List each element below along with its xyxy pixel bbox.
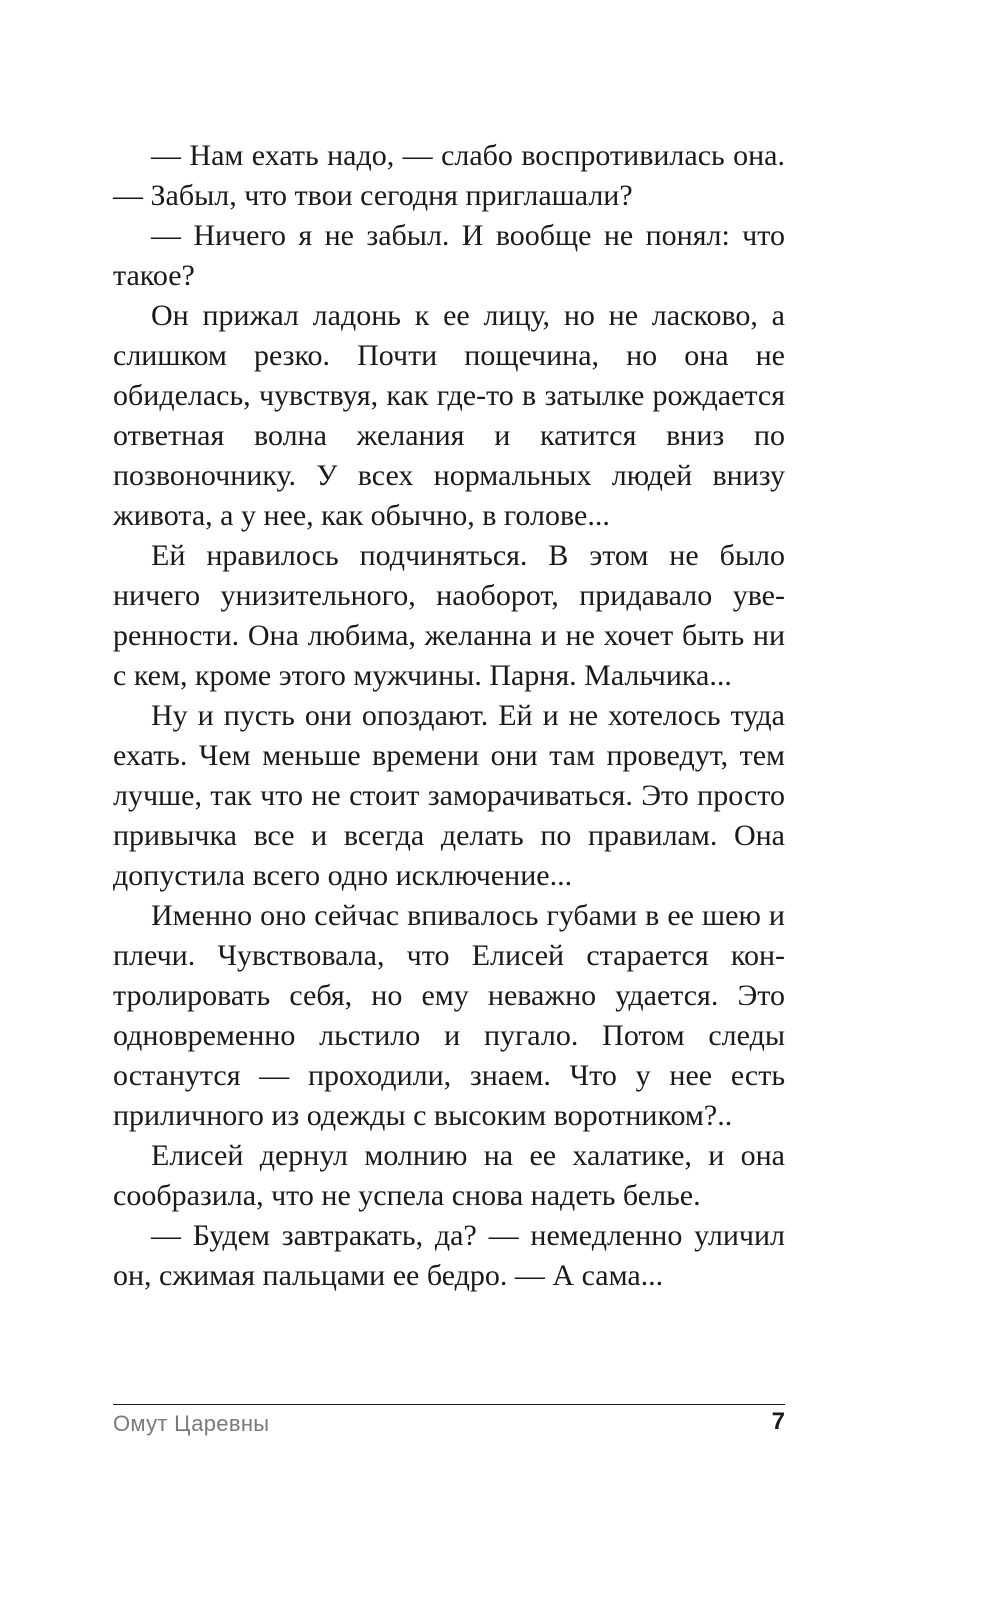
page-number: 7 xyxy=(771,1408,785,1435)
paragraph-8: — Будем завтракать, да? — немедленно уличил он, сжимая пальцами ее бедро. — А сама... xyxy=(113,1219,785,1292)
paragraph-3: Он прижал ладонь к ее лицу, но не ласково, а слишком резко. Почти пощечина, но она не обиделась, чувствуя, как где-то в затылке рождается ответная волна желания и катится вниз по позвоночнику. У всех нормальных людей внизу живота, а у нее, как обычно, в голове... xyxy=(113,299,785,532)
running-footer-title: Омут Царевны xyxy=(113,1411,270,1436)
paragraph-2: — Ничего я не забыл. И вообще не понял: что такое? xyxy=(113,219,785,292)
paragraph-7: Елисей дернул молнию на ее халатике, и она сообразила, что не успела снова надеть белье. xyxy=(113,1139,785,1212)
paragraph-6: Именно оно сейчас впивалось губами в ее шею и плечи. Чувствовала, что Елисей старается контролировать себя, но ему неважно удается. Это одновременно льстило и пугало. Потом следы останутся — проходили, знаем. Что у нее есть приличного из одежды с высоким воротником?.. xyxy=(113,899,785,1132)
body-text xyxy=(113,136,785,1296)
paragraph-1: — Нам ехать надо, — слабо воспротивилась она. — Забыл, что твои сегодня приглашали? xyxy=(113,139,785,212)
paragraph-4: Ей нравилось подчиняться. В этом не было ничего унизительного, наоборот, придавало уверенности. Она любима, желанна и не хочет быть ни с кем, кроме этого мужчины. Парня. Мальчика... xyxy=(113,539,785,692)
footer-divider xyxy=(113,1404,785,1405)
paragraph-5: Ну и пусть они опоздают. Ей и не хотелось туда ехать. Чем меньше времени они там проведут, тем лучше, так что не стоит заморачиваться. Это просто привычка все и всегда делать по правилам. Она допустила всего одно исключение... xyxy=(113,699,785,892)
